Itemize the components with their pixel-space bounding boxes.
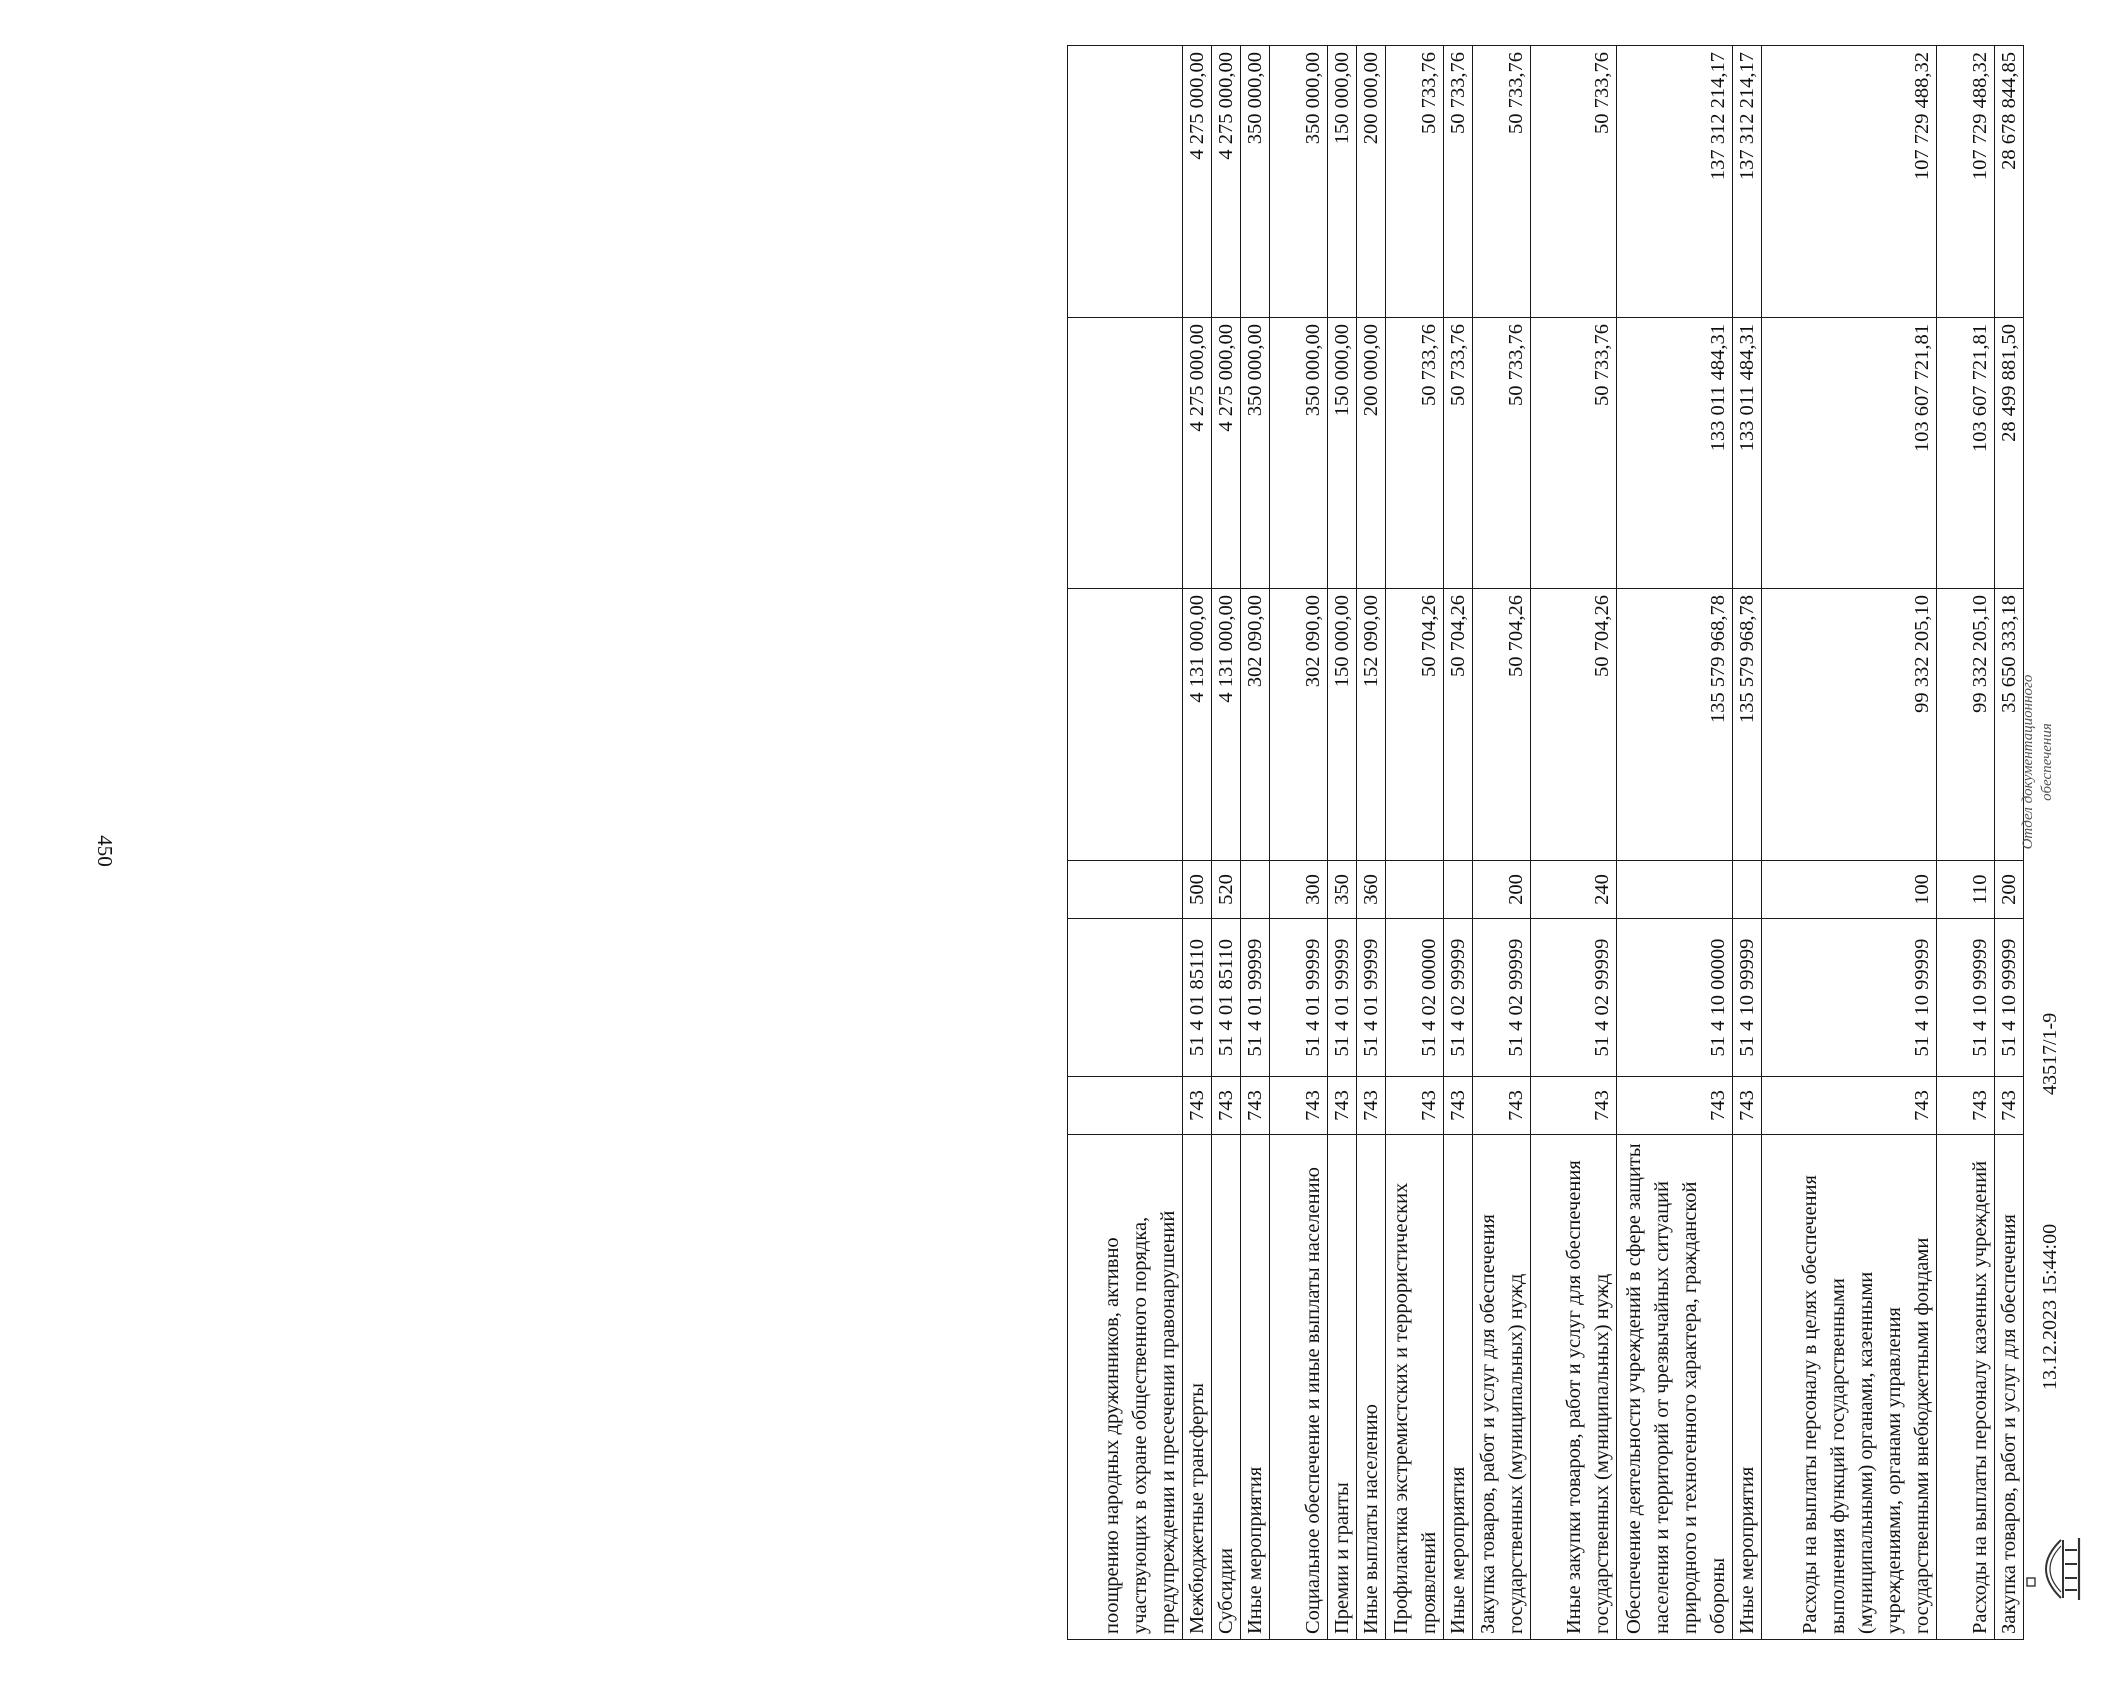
amount-2024-cell: 4 131 000,00 [1212, 589, 1241, 861]
amount-2024-cell: 50 704,26 [1473, 589, 1531, 861]
expense-type-cell: 240 [1531, 861, 1617, 919]
amount-2025-cell: 133 011 484,31 [1617, 318, 1733, 589]
target-article-cell: 51 4 02 99999 [1473, 919, 1531, 1077]
target-article-cell: 51 4 01 99999 [1241, 919, 1270, 1077]
target-article-cell: 51 4 01 85110 [1183, 919, 1212, 1077]
table-row [1444, 46, 1473, 1640]
amount-2025-cell: 28 499 881,50 [1995, 318, 2024, 589]
expense-type-cell: 360 [1357, 861, 1386, 919]
amount-2026-cell: 50 733,76 [1473, 46, 1531, 318]
expense-type-cell [1733, 861, 1762, 919]
budget-table [1067, 45, 2024, 1640]
table-row [1386, 46, 1444, 1640]
expense-type-cell: 200 [1995, 861, 2024, 919]
row-name-cell: Иные мероприятия [1241, 1135, 1270, 1640]
amount-2025-cell: 350 000,00 [1241, 318, 1270, 589]
amount-2024-cell: 99 332 205,10 [1762, 589, 1937, 861]
amount-2026-cell: 4 275 000,00 [1212, 46, 1241, 318]
org-code-cell: 743 [1762, 1077, 1937, 1135]
amount-2025-cell: 133 011 484,31 [1733, 318, 1762, 589]
amount-2024-cell: 50 704,26 [1444, 589, 1473, 861]
amount-2026-cell: 200 000,00 [1357, 46, 1386, 318]
amount-2026-cell: 350 000,00 [1241, 46, 1270, 318]
amount-2026-cell: 150 000,00 [1328, 46, 1357, 318]
org-code-cell: 743 [1183, 1077, 1212, 1135]
amount-2026-cell: 107 729 488,32 [1762, 46, 1937, 318]
org-code-cell: 743 [1995, 1077, 2024, 1135]
expense-type-cell: 110 [1937, 861, 1995, 919]
row-name-cell: Профилактика экстремистских и террористических проявлений [1386, 1135, 1444, 1640]
amount-2024-cell: 99 332 205,10 [1937, 589, 1995, 861]
table-row [1531, 46, 1617, 1640]
amount-2026-cell: 50 733,76 [1386, 46, 1444, 318]
amount-2026-cell: 4 275 000,00 [1183, 46, 1212, 318]
amount-2024-cell: 35 650 333,18 [1995, 589, 2024, 861]
table-row [1762, 46, 1937, 1640]
expense-type-cell [1068, 861, 1183, 919]
row-name-cell: поощрению народных дружинников, активно участвующих в охране общественного порядка, предупреждении и пресечении правонарушений [1068, 1135, 1183, 1640]
org-code-cell: 743 [1241, 1077, 1270, 1135]
amount-2026-cell: 137 312 214,17 [1617, 46, 1733, 318]
table-row [1937, 46, 1995, 1640]
amount-2024-cell [1068, 589, 1183, 861]
target-article-cell: 51 4 01 99999 [1357, 919, 1386, 1077]
amount-2024-cell: 135 579 968,78 [1617, 589, 1733, 861]
target-article-cell: 51 4 01 99999 [1270, 919, 1328, 1077]
row-name-cell: Расходы на выплаты персоналу казенных учреждений [1937, 1135, 1995, 1640]
org-code-cell: 743 [1617, 1077, 1733, 1135]
table-row [1473, 46, 1531, 1640]
amount-2024-cell: 152 090,00 [1357, 589, 1386, 861]
expense-type-cell: 500 [1183, 861, 1212, 919]
amount-2025-cell: 50 733,76 [1473, 318, 1531, 589]
org-code-cell: 743 [1386, 1077, 1444, 1135]
row-name-cell: Премии и гранты [1328, 1135, 1357, 1640]
target-article-cell [1068, 919, 1183, 1077]
amount-2026-cell: 50 733,76 [1444, 46, 1473, 318]
org-code-cell: 743 [1270, 1077, 1328, 1135]
row-name-cell: Иные мероприятия [1444, 1135, 1473, 1640]
amount-2025-cell: 200 000,00 [1357, 318, 1386, 589]
page-number: 450 [93, 835, 117, 867]
target-article-cell: 51 4 01 99999 [1328, 919, 1357, 1077]
table-row [1328, 46, 1357, 1640]
row-name-cell: Закупка товаров, работ и услуг для обеспечения [1995, 1135, 2024, 1640]
amount-2024-cell: 302 090,00 [1270, 589, 1328, 861]
expense-type-cell: 100 [1762, 861, 1937, 919]
amount-2024-cell: 50 704,26 [1386, 589, 1444, 861]
expense-type-cell [1617, 861, 1733, 919]
amount-2025-cell: 50 733,76 [1531, 318, 1617, 589]
table-row [1270, 46, 1328, 1640]
amount-2025-cell [1068, 318, 1183, 589]
table-row [1733, 46, 1762, 1640]
expense-type-cell: 200 [1473, 861, 1531, 919]
footer-date: 13.12.2023 15:44:00 [2039, 1223, 2061, 1390]
row-name-cell: Расходы на выплаты персоналу в целях обеспечения выполнения функций государственными (муниципальными) органами, казенными учреждениями, органами управления государственными внебюджетными фондами [1762, 1135, 1937, 1640]
expense-type-cell: 520 [1212, 861, 1241, 919]
target-article-cell: 51 4 10 99999 [1937, 919, 1995, 1077]
amount-2024-cell: 150 000,00 [1328, 589, 1357, 861]
amount-2025-cell: 350 000,00 [1270, 318, 1328, 589]
rotated-document-sheet [1067, 46, 2117, 1640]
table-row [1183, 46, 1212, 1640]
amount-2024-cell: 135 579 968,78 [1733, 589, 1762, 861]
org-code-cell: 743 [1444, 1077, 1473, 1135]
expense-type-cell [1386, 861, 1444, 919]
amount-2025-cell: 103 607 721,81 [1937, 318, 1995, 589]
row-name-cell: Иные выплаты населению [1357, 1135, 1386, 1640]
org-code-cell: 743 [1212, 1077, 1241, 1135]
target-article-cell: 51 4 01 85110 [1212, 919, 1241, 1077]
row-name-cell: Закупка товаров, работ и услуг для обеспечения государственных (муниципальных) нужд [1473, 1135, 1531, 1640]
amount-2026-cell: 350 000,00 [1270, 46, 1328, 318]
row-name-cell: Обеспечение деятельности учреждений в сфере защиты населения и территорий от чрезвычайных ситуаций природного и техногенного характера, гражданской обороны [1617, 1135, 1733, 1640]
org-code-cell: 743 [1937, 1077, 1995, 1135]
table-body [1068, 46, 2024, 1640]
row-name-cell: Субсидии [1212, 1135, 1241, 1640]
amount-2025-cell: 50 733,76 [1386, 318, 1444, 589]
target-article-cell: 51 4 10 99999 [1995, 919, 2024, 1077]
expense-type-cell [1241, 861, 1270, 919]
row-name-cell: Иные мероприятия [1733, 1135, 1762, 1640]
table-row [1357, 46, 1386, 1640]
target-article-cell: 51 4 02 99999 [1531, 919, 1617, 1077]
org-code-cell: 743 [1473, 1077, 1531, 1135]
row-name-cell: Межбюджетные трансферты [1183, 1135, 1212, 1640]
amount-2025-cell: 4 275 000,00 [1183, 318, 1212, 589]
amount-2025-cell: 50 733,76 [1444, 318, 1473, 589]
department-stamp: Отдел документационного обеспечения [2020, 674, 2055, 850]
amount-2026-cell: 50 733,76 [1531, 46, 1617, 318]
expense-type-cell: 350 [1328, 861, 1357, 919]
amount-2024-cell: 50 704,26 [1531, 589, 1617, 861]
target-article-cell: 51 4 10 00000 [1617, 919, 1733, 1077]
target-article-cell: 51 4 02 00000 [1386, 919, 1444, 1077]
expense-type-cell [1444, 861, 1473, 919]
amount-2025-cell: 150 000,00 [1328, 318, 1357, 589]
row-name-cell: Иные закупки товаров, работ и услуг для обеспечения государственных (муниципальных) нужд [1531, 1135, 1617, 1640]
expense-type-cell: 300 [1270, 861, 1328, 919]
amount-2024-cell: 4 131 000,00 [1183, 589, 1212, 861]
org-code-cell: 743 [1357, 1077, 1386, 1135]
amount-2026-cell: 107 729 488,32 [1937, 46, 1995, 318]
table-row [1068, 46, 1183, 1640]
target-article-cell: 51 4 02 99999 [1444, 919, 1473, 1077]
target-article-cell: 51 4 10 99999 [1762, 919, 1937, 1077]
institution-logo [2025, 1530, 2083, 1608]
table-row [1212, 46, 1241, 1640]
target-article-cell: 51 4 10 99999 [1733, 919, 1762, 1077]
footer-doc-number: 43517/1-9 [2039, 1012, 2061, 1095]
amount-2024-cell: 302 090,00 [1241, 589, 1270, 861]
org-code-cell: 743 [1531, 1077, 1617, 1135]
amount-2026-cell: 28 678 844,85 [1995, 46, 2024, 318]
amount-2025-cell: 103 607 721,81 [1762, 318, 1937, 589]
org-code-cell: 743 [1733, 1077, 1762, 1135]
table-row [1617, 46, 1733, 1640]
amount-2026-cell [1068, 46, 1183, 318]
amount-2025-cell: 4 275 000,00 [1212, 318, 1241, 589]
row-name-cell: Социальное обеспечение и иные выплаты населению [1270, 1135, 1328, 1640]
amount-2026-cell: 137 312 214,17 [1733, 46, 1762, 318]
table-row [1241, 46, 1270, 1640]
org-code-cell [1068, 1077, 1183, 1135]
org-code-cell: 743 [1328, 1077, 1357, 1135]
